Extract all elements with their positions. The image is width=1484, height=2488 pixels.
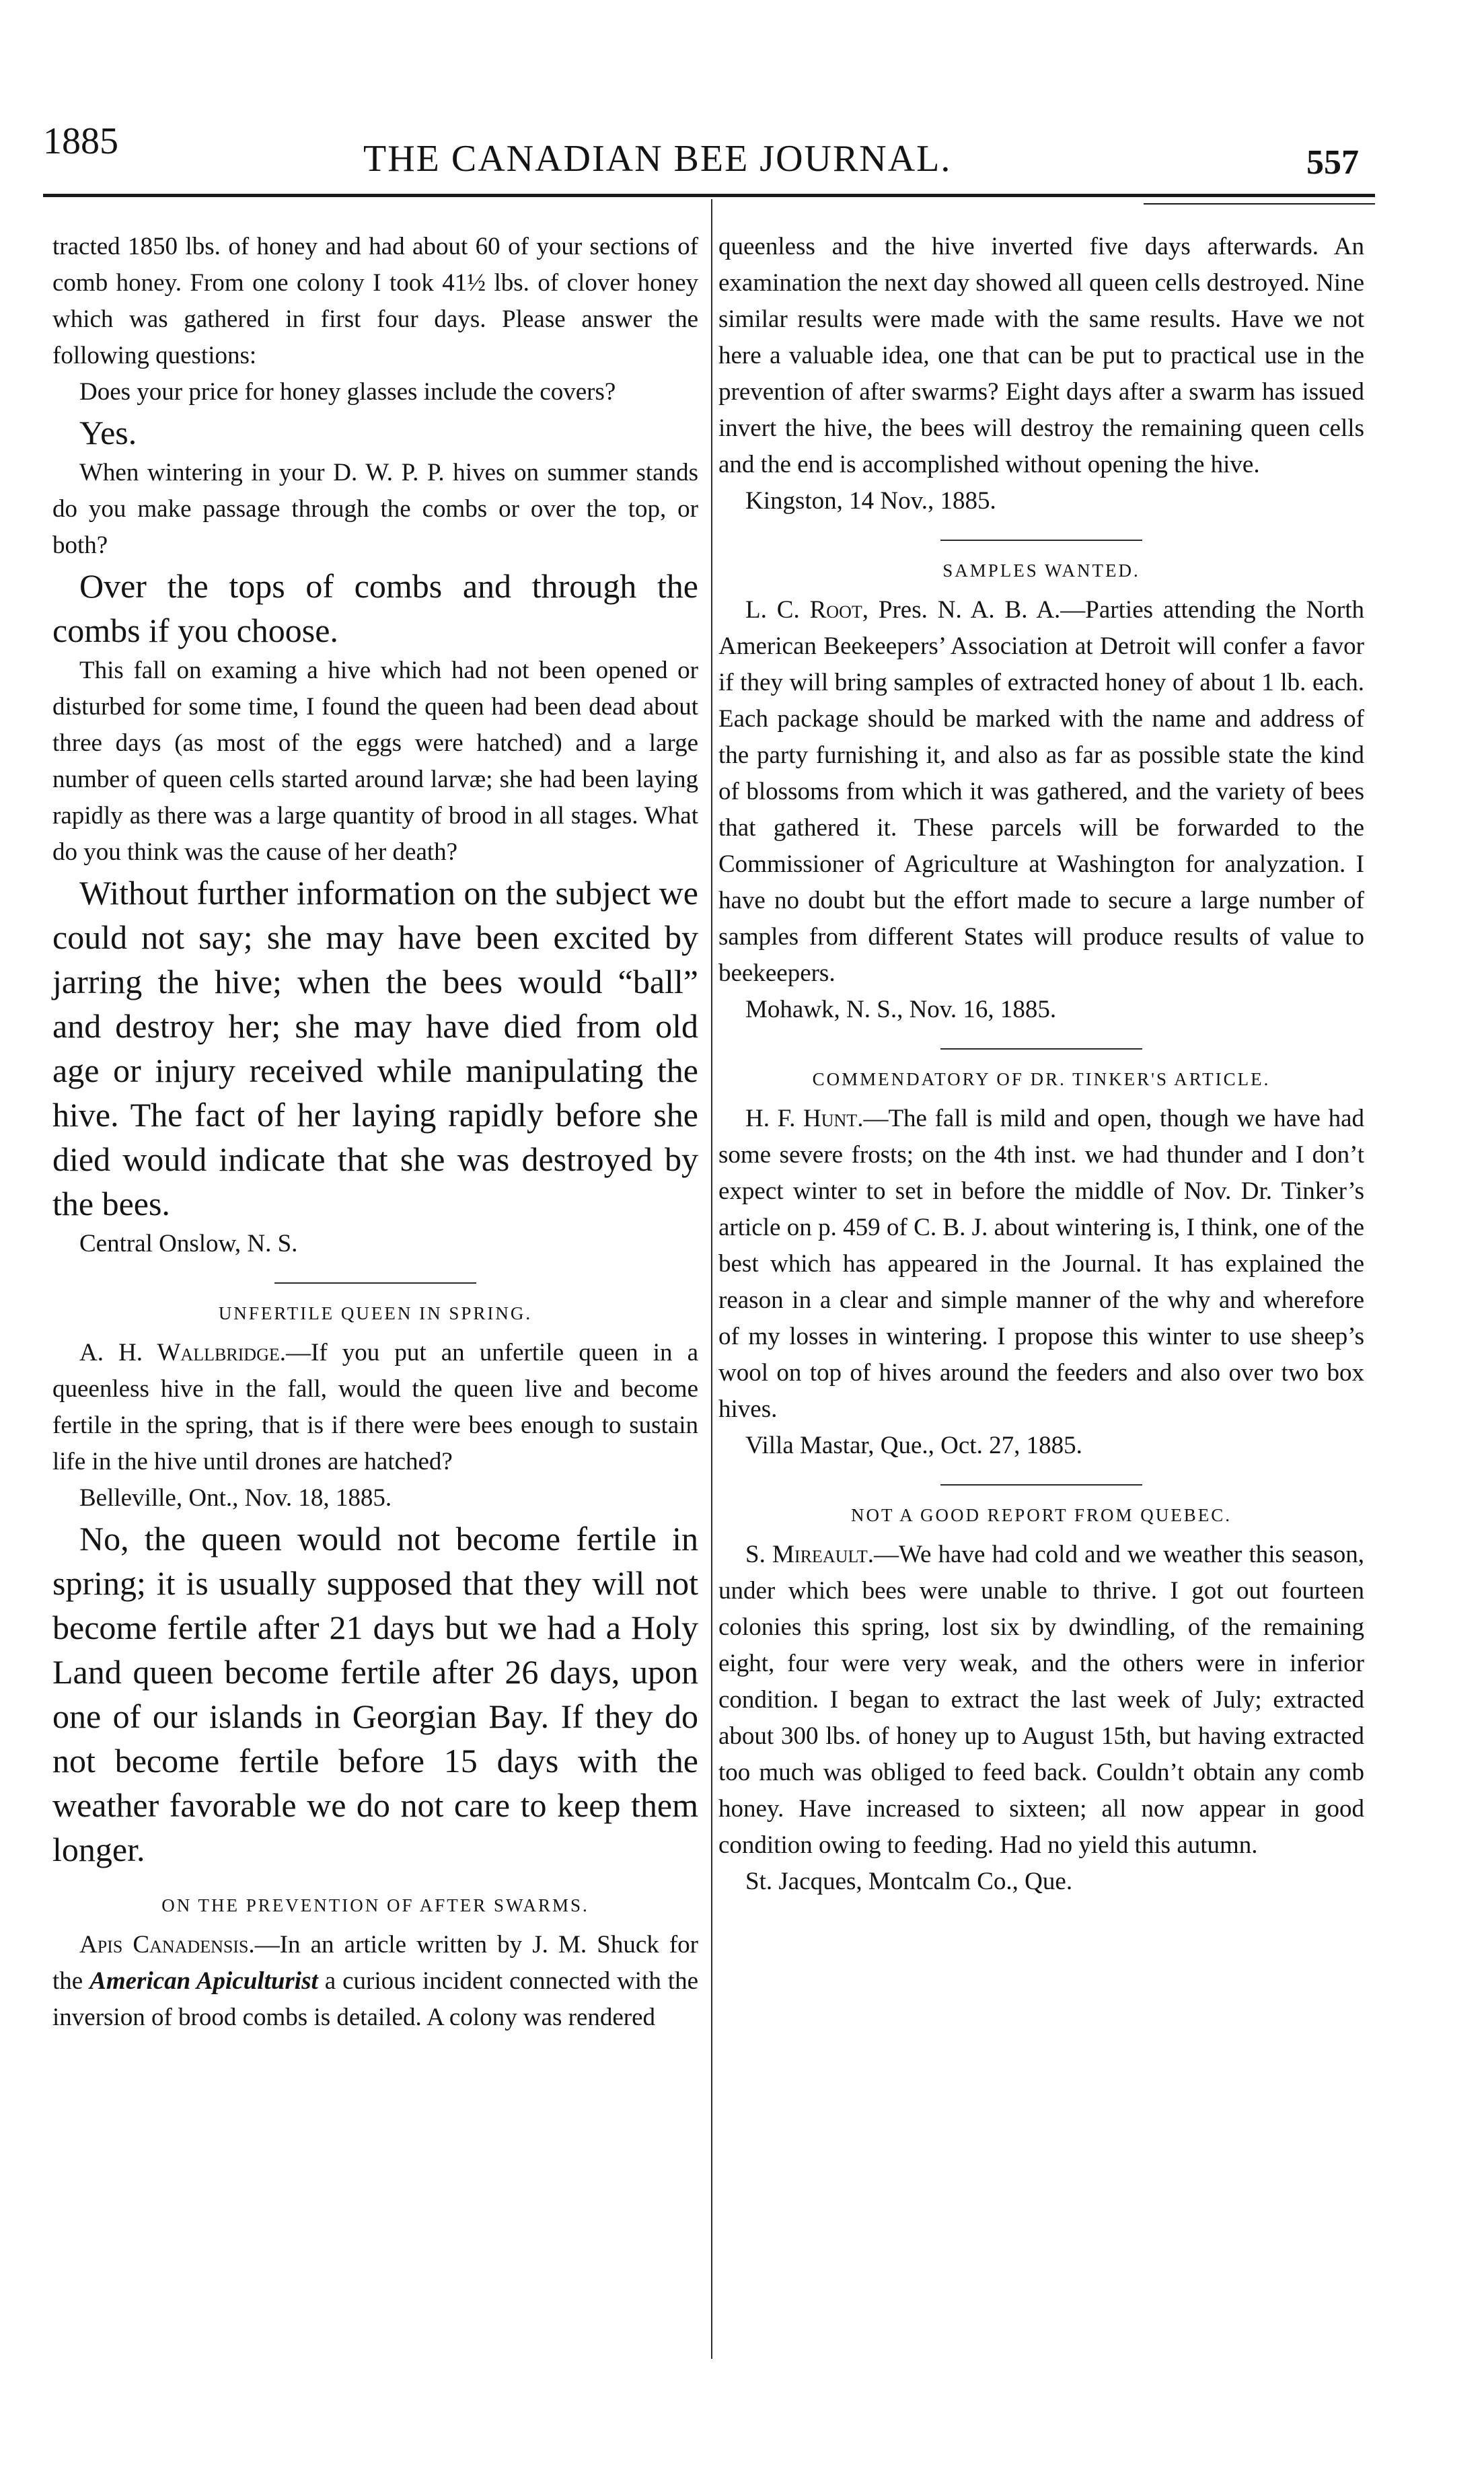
right-signature-kingston: Kingston, 14 Nov., 1885. [745, 487, 996, 515]
header-rule-secondary [1144, 203, 1375, 205]
column-divider [711, 199, 712, 2359]
letter-apis-text-a: —In an article written by J. M. Shuck for the [52, 1931, 698, 1995]
left-column [52, 229, 698, 2036]
left-answer-unfertile: No, the queen would not become fertile in spring; it is usually supposed that they will not become fertile after 21 days but we had a Holy Land queen become fertile after 26 days, upon one of our islands in Georgian Bay. If they do not become fertile before 15 days with the weather favorable we do not care to keep them longer. [52, 1520, 698, 1868]
left-signature-onslow: Central Onslow, N. S. [79, 1230, 298, 1257]
right-signature-st-jacques: St. Jacques, Montcalm Co., Que. [745, 1868, 1073, 1895]
left-question-passage: When wintering in your D. W. P. P. hives on summer stands do you make passage through the combs or over the top, or both? [52, 459, 698, 559]
left-heading-unfertile-queen: UNFERTILE QUEEN IN SPRING. [218, 1303, 533, 1323]
author-apis-canadensis: Apis Canadensis. [79, 1931, 255, 1959]
author-mireault: S. Mireault. [745, 1541, 874, 1568]
left-paragraph-1: tracted 1850 lbs. of honey and had about 60 of your sections of comb honey. From one colony I took 41½ lbs. of clover honey which was gathered in first four days. Please answer the following questions: [52, 233, 698, 369]
right-separator-1 [940, 540, 1142, 541]
letter-apis-text-b: a curious incident connected with the inversion of brood combs is detailed. A colony was rendered [52, 1967, 699, 2031]
right-letter-root [718, 592, 1364, 992]
header-page-number: 557 [1306, 143, 1359, 182]
left-question-covers: Does your price for honey glasses include the covers? [79, 378, 616, 406]
right-signature-mohawk: Mohawk, N. S., Nov. 16, 1885. [745, 996, 1057, 1023]
left-answer-yes: Yes. [79, 414, 137, 451]
right-heading-tinker-article: COMMENDATORY OF DR. TINKER'S ARTICLE. [812, 1069, 1271, 1089]
right-letter-mireault [718, 1537, 1364, 1864]
right-paragraph-continued: queenless and the hive inverted five days afterwards. An examination the next day showed all queen cells destroyed. Nine similar results were made with the same results. Have we not here a valuable idea, one that can be put to practical use in the prevention of after swarms? Eight days after a swarm has issued invert the hive, the bees will destroy the remaining queen cells and the end is accomplished without opening the hive. [718, 233, 1364, 478]
left-separator-1 [274, 1282, 476, 1284]
right-signature-villa-mastar: Villa Mastar, Que., Oct. 27, 1885. [745, 1432, 1082, 1459]
right-separator-2 [940, 1048, 1142, 1050]
right-heading-samples-wanted: SAMPLES WANTED. [942, 560, 1140, 581]
left-question-queen-death: This fall on examing a hive which had not been opened or disturbed for some time, I found the queen had been dead about three days (as most of the eggs were hatched) and a large number of queen cells started around larvæ; she had been laying rapidly as there was a large quantity of brood in all stages. What do you think was the cause of her death? [52, 657, 698, 866]
letter-root-text: Pres. N. A. B. A.—Parties attending the North American Beekeepers’ Association at Detroit will confer a favor if they will bring samples of extracted honey of about 1 lb. each. Each package should be marked with the name and address of the party furnishing it, and also as far as possible state the kind of blossoms from which it was gathered, and the variety of bees that gathered it. These parcels will be forwarded to the Commissioner of Agriculture at Washington for analyzation. I have no doubt but the effort made to secure a large number of samples from different States will produce results of value to beekeepers. [718, 596, 1364, 987]
right-letter-hunt [718, 1101, 1364, 1428]
letter-mireault-text: —We have had cold and we weather this season, under which bees were unable to thrive. I got out fourteen colonies this spring, lost six by dwindling, of the remaining eight, four were very weak, and the others were in inferior condition. I began to extract the last week of July; extracted about 300 lbs. of honey up to August 15th, but having extracted too much was obliged to feed back. Couldn’t obtain any comb honey. Have increased to sixteen; all now appear in good condition owing to feeding. Had no yield this autumn. [718, 1541, 1364, 1859]
right-column [718, 229, 1364, 1900]
right-separator-3 [940, 1484, 1142, 1486]
left-letter-wallbridge [52, 1335, 698, 1480]
author-hunt: H. F. Hunt. [745, 1105, 864, 1132]
left-signature-belleville: Belleville, Ont., Nov. 18, 1885. [79, 1484, 392, 1512]
author-root: L. C. Root, [745, 596, 868, 624]
left-answer-combs: Over the tops of combs and through the combs if you choose. [52, 567, 698, 649]
right-heading-quebec-report: NOT A GOOD REPORT FROM QUEBEC. [851, 1505, 1232, 1525]
header-rule [43, 194, 1375, 197]
journal-name-american-apiculturist: American Apiculturist [89, 1967, 318, 1995]
header-year: 1885 [43, 120, 118, 162]
header-title: THE CANADIAN BEE JOURNAL. [363, 138, 952, 180]
letter-hunt-text: —The fall is mild and open, though we have had some severe frosts; on the 4th inst. we had thunder and I don’t expect winter to set in before the middle of Nov. Dr. Tinker’s article on p. 459 of C. B. J. about wintering is, I think, one of the best which has appeared in the Journal. It has explained the reason in a clear and simple manner of the why and wherefore of my losses in wintering. I propose this winter to use sheep’s wool on top of hives around the feeders and also over two box hives. [718, 1105, 1364, 1423]
left-answer-queen-death: Without further information on the subject we could not say; she may have been excited by jarring the hive; when the bees would “ball” and destroy her; she may have died from old age or injury received while manipulating the hive. The fact of her laying rapidly before she died would indicate that she was destroyed by the bees. [52, 874, 698, 1222]
author-wallbridge: A. H. Wallbridge. [79, 1339, 286, 1366]
left-heading-after-swarms: ON THE PREVENTION OF AFTER SWARMS. [161, 1895, 589, 1915]
left-letter-apis [52, 1927, 698, 2036]
letter-wallbridge-text: —If you put an unfertile queen in a queenless hive in the fall, would the queen live and become fertile in the spring, that is if there were bees enough to sustain life in the hive until drones are hatched? [52, 1339, 699, 1475]
